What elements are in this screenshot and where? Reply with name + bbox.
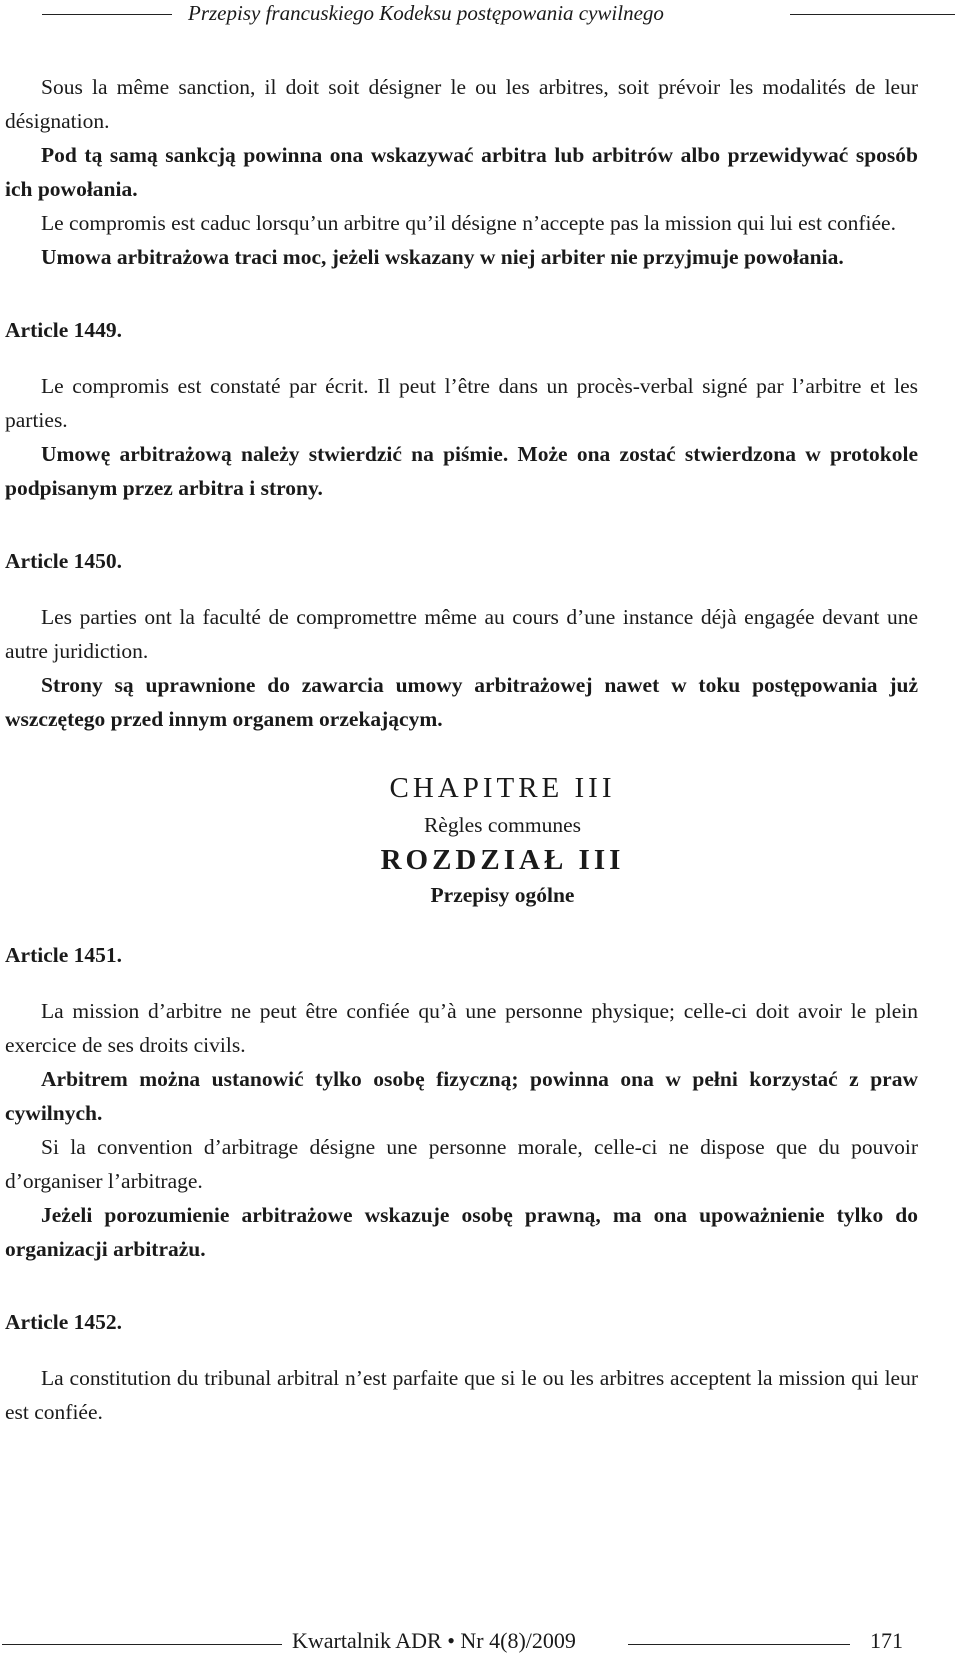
paragraph-fr: Sous la même sanction, il doit soit désigner le ou les arbitres, soit prévoir les modalités de leur désignation. (5, 75, 918, 133)
article-heading-1450: Article 1450. (5, 549, 123, 573)
header-rule-right (790, 14, 955, 15)
footer-rule-left (2, 1644, 282, 1645)
chapter-subtitle-pl: Przepisy ogólne (430, 883, 575, 907)
page-content (0, 70, 960, 1429)
chapter-title-fr: CHAPITRE III (389, 772, 616, 804)
paragraph-fr: Le compromis est caduc lorsqu’un arbitre qu’il désigne n’accepte pas la mission qui lui est confiée. (41, 211, 896, 235)
journal-name: Kwartalnik ADR • Nr 4(8)/2009 (292, 1628, 576, 1653)
chapter-heading (0, 768, 960, 912)
paragraph-pl: Pod tą samą sankcją powinna ona wskazywać arbitra lub arbitrów albo przewidywać sposób ich powołania. (5, 143, 918, 201)
paragraph-fr: Le compromis est constaté par écrit. Il peut l’être dans un procès-verbal signé par l’arbitre et les parties. (5, 374, 918, 432)
article-heading-1449: Article 1449. (5, 318, 123, 342)
running-header (0, 0, 960, 30)
paragraph-fr: La mission d’arbitre ne peut être confiée qu’à une personne physique; celle-ci doit avoir le plein exercice de ses droits civils. (5, 999, 918, 1057)
article-heading-1452: Article 1452. (5, 1310, 123, 1334)
chapter-title-pl: ROZDZIAŁ III (380, 844, 625, 876)
page-number: 171 (870, 1628, 903, 1653)
paragraph-pl: Jeżeli porozumienie arbitrażowe wskazuje osobę prawną, ma ona upoważnienie tylko do organizacji arbitrażu. (5, 1203, 918, 1261)
paragraph-pl: Umowa arbitrażowa traci moc, jeżeli wskazany w niej arbiter nie przyjmuje powołania. (41, 245, 844, 269)
article-heading-1451: Article 1451. (5, 943, 123, 967)
paragraph-fr: Si la convention d’arbitrage désigne une personne morale, celle-ci ne dispose que du pouvoir d’organiser l’arbitrage. (5, 1135, 918, 1193)
footer-rule-right (628, 1644, 850, 1645)
running-title: Przepisy francuskiego Kodeksu postępowania cywilnego (188, 1, 664, 25)
paragraph-pl: Strony są uprawnione do zawarcia umowy arbitrażowej nawet w toku postępowania już wszczętego przed innym organem orzekającym. (5, 673, 918, 731)
header-rule-left (42, 14, 172, 15)
paragraph-pl: Umowę arbitrażową należy stwierdzić na piśmie. Może ona zostać stwierdzona w protokole podpisanym przez arbitra i strony. (5, 442, 918, 500)
paragraph-fr: La constitution du tribunal arbitral n’est parfaite que si le ou les arbitres acceptent la mission qui leur est confiée. (5, 1366, 918, 1424)
paragraph-pl: Arbitrem można ustanowić tylko osobę fizyczną; powinna ona w pełni korzystać z praw cywilnych. (5, 1067, 918, 1125)
page-footer (0, 1625, 960, 1657)
paragraph-fr: Les parties ont la faculté de compromettre même au cours d’une instance déjà engagée devant une autre juridiction. (5, 605, 918, 663)
chapter-subtitle-fr: Règles communes (423, 813, 582, 837)
